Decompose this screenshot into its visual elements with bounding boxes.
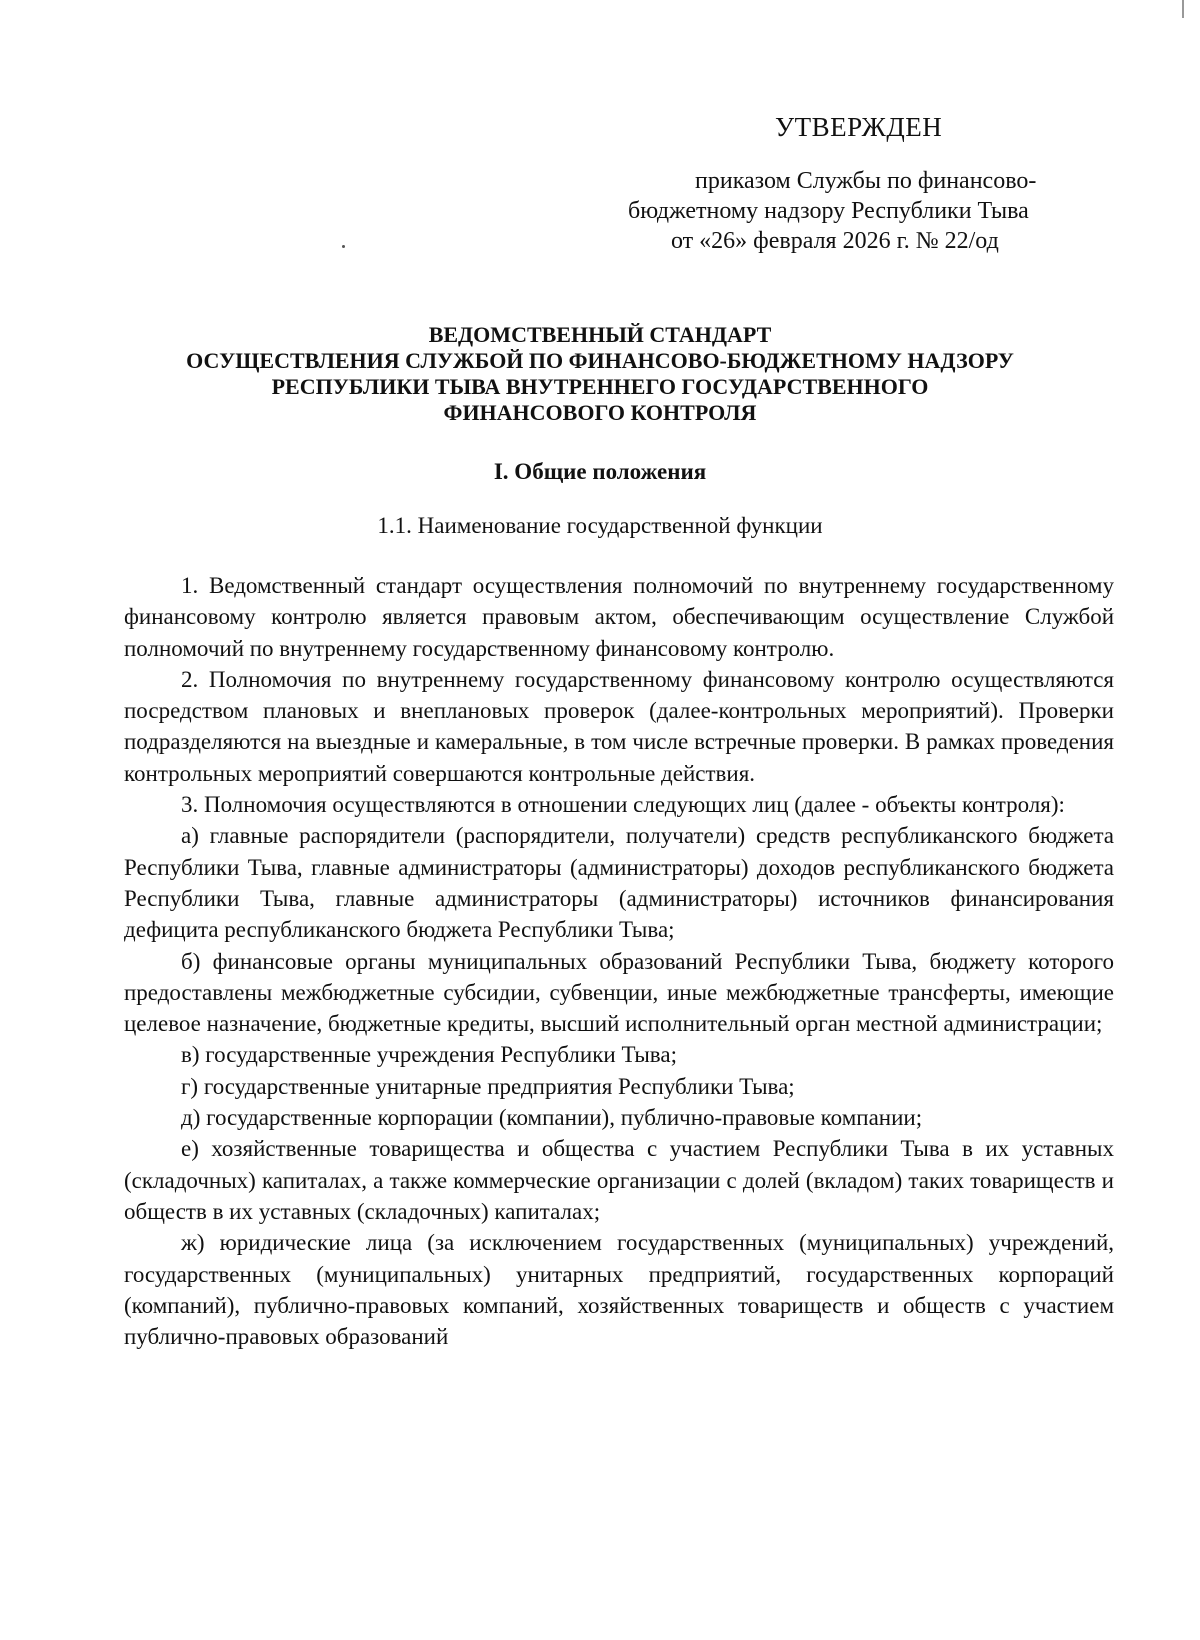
approval-title: УТВЕРЖДЕН xyxy=(775,112,943,142)
paragraph-1: 1. Ведомственный стандарт осуществления полномочий по внутреннему государственному финансовому контролю является правовым актом, обеспечивающим осуществление Службой полномочий по внутреннему государственному финансовому контролю. xyxy=(124,573,1114,661)
document-title-line-2: ОСУЩЕСТВЛЕНИЯ СЛУЖБОЙ ПО ФИНАНСОВО-БЮДЖЕТНОМУ НАДЗОРУ xyxy=(186,348,1014,373)
paragraph-3: 3. Полномочия осуществляются в отношении следующих лиц (далее - объекты контроля): xyxy=(181,792,1065,818)
list-item-v: в) государственные учреждения Республики Тыва; xyxy=(181,1042,677,1068)
list-item-d: д) государственные корпорации (компании), публично-правовые компании; xyxy=(181,1105,923,1131)
list-item-b: б) финансовые органы муниципальных образований Республики Тыва, бюджету которого предоставлены межбюджетные субсидии, субвенции, иные межбюджетные трансферты, имеющие целевое назначение, бюджетные кредиты, высший исполнительный орган местной администрации; xyxy=(124,948,1114,1037)
list-item-zh: ж) юридические лица (за исключением государственных (муниципальных) учреждений, государственных (муниципальных) унитарных предприятий, государственных корпораций (компаний), публично-правовых компаний, хозяйственных товариществ и обществ с участием публично-правовых образований xyxy=(124,1230,1114,1350)
scan-speck xyxy=(342,245,345,248)
section-heading: I. Общие положения xyxy=(493,459,707,484)
approval-line-1: приказом Службы по финансово- xyxy=(695,168,1037,194)
approval-line-2: бюджетному надзору Республики Тыва xyxy=(628,198,1029,224)
list-item-e: е) хозяйственные товарищества и общества с участием Республики Тыва в их уставных (складочных) капиталах, а также коммерческие организации с долей (вкладом) таких товариществ и обществ в их уставных (складочных) капиталах; xyxy=(124,1136,1114,1224)
list-item-g: г) государственные унитарные предприятия Республики Тыва; xyxy=(181,1073,795,1099)
document-title-line-3: РЕСПУБЛИКИ ТЫВА ВНУТРЕННЕГО ГОСУДАРСТВЕННОГО xyxy=(271,374,929,399)
document-title xyxy=(100,322,1100,426)
document-title-line-4: ФИНАНСОВОГО КОНТРОЛЯ xyxy=(443,400,757,425)
subsection-heading: 1.1. Наименование государственной функции xyxy=(377,513,823,538)
document-title-line-1: ВЕДОМСТВЕННЫЙ СТАНДАРТ xyxy=(428,322,772,347)
paragraph-2: 2. Полномочия по внутреннему государственному финансовому контролю осуществляются посредством плановых и внеплановых проверок (далее-контрольных мероприятий). Проверки подразделяются на выездные и камеральные, в том числе встречные проверки. В рамках проведения контрольных мероприятий совершаются контрольные действия. xyxy=(124,666,1114,786)
scan-edge-mark xyxy=(1182,0,1184,18)
body-text xyxy=(124,570,1114,1352)
approval-line-3: от «26» февраля 2026 г. № 22/од xyxy=(671,228,999,254)
list-item-a: а) главные распорядители (распорядители, получатели) средств республиканского бюджета Республики Тыва, главные администраторы (администраторы) доходов республиканского бюджета Республики Тыва, главные администраторы (администраторы) источников финансирования дефицита республиканского бюджета Республики Тыва; xyxy=(124,823,1114,943)
